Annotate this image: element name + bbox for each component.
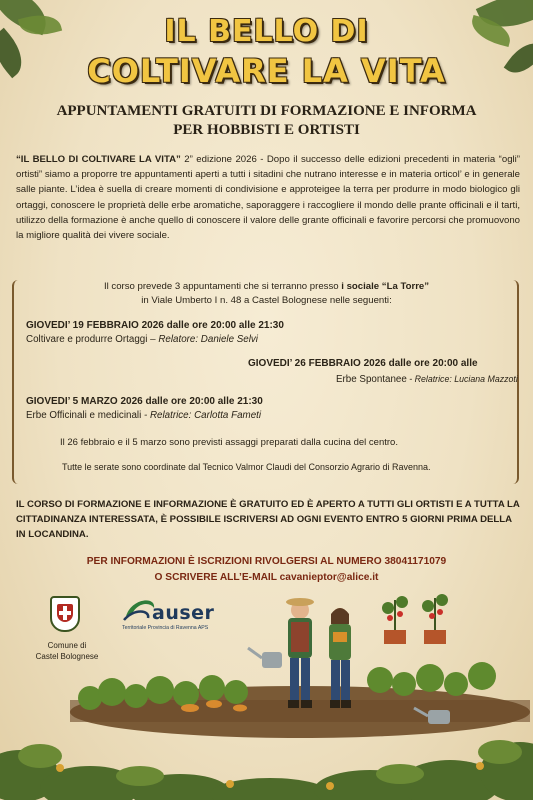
event-1-desc: [26, 334, 258, 345]
auser-logo-text: auser: [152, 602, 215, 624]
event-3-desc: [26, 410, 261, 421]
event-3-speaker: - Relatrice: Carlotta Fameti: [141, 410, 262, 421]
subtitle-line1: APPUNTAMENTI GRATUITI DI FORMAZIONE E INFORMA: [56, 103, 477, 119]
event-3-topic: Erbe Officinali e medicinali: [26, 410, 142, 421]
event-2-date: GIOVEDI’ 26 FEBBRAIO 2026 dalle ore 20:00 alle: [248, 358, 478, 369]
event-1-speaker: – Relatore: Daniele Selvi: [147, 334, 258, 345]
course-line1-text: Il corso prevede 3 appuntamenti che si terranno presso: [103, 281, 342, 292]
event-1-date: GIOVEDI’ 19 FEBBRAIO 2026 dalle ore 20:00 alle 21:30: [26, 320, 284, 331]
comune-line1: Comune di: [47, 641, 87, 650]
contact-phone: PER INFORMAZIONI È ISCRIZIONI RIVOLGERSI AL NUMERO 38041171079: [86, 556, 447, 567]
event-2-desc: [336, 374, 518, 385]
garden-illustration: [0, 580, 533, 800]
intro-body: 2” edizione 2026 - Dopo il successo delle edizioni precedenti in materia “ogli” ortisti” siamo a proporre tre appuntamenti aperti a tutti i sitadini che nutrano interesse e in materia orticol’ e in generale salle piante. L’idea è suella di creare momenti di condivisione e approteigee la terra per produrre in modo biologico gli ortaggi, conoscere le proprietà delle erbe aromatiche, saporaggere i raccogliere il mondo delle prante officinali e il tarti, utilizzo della formazione è anche quello di conoscere il valore delle grante officinali e favorire percorsi che promuovono la migliore qualità dei vivere sociale.: [16, 154, 521, 242]
event-1-topic: Coltivare e produrre Ortaggi: [26, 334, 148, 345]
tasting-note: Il 26 febbraio e il 5 marzo sono previsti assaggi preparati dalla cucina del centro.: [60, 437, 398, 448]
event-3-date: GIOVEDI’ 5 MARZO 2026 dalle ore 20:00 alle 21:30: [26, 396, 263, 407]
course-line1: [20, 280, 513, 294]
course-line2: in Viale Umberto I n. 48 a Castel Bolognese nelle seguenti:: [141, 295, 392, 306]
contact-email: O SCRIVERE ALL’E-MAIL cavanieptor@alice.it: [154, 572, 379, 583]
free-notice: IL CORSO DI FORMAZIONE E INFORMAZIONE È GRATUITO ED È APERTO A TUTTI GLI ORTISTI E A TUTTA LA CITTADINANZA INTERESSATA, È POSSIBILE ISCRIVERSI AD OGNI EVENTO ENTRO 5 GIORNI PRIMA DELLA IN LOCANDINA.: [16, 499, 520, 540]
event-2-speaker: - Relatrice: Luciana Mazzoti: [406, 374, 518, 384]
subtitle-line2: PER HOBBISTI E ORTISTI: [173, 122, 360, 138]
intro-lead: “IL BELLO DI COLTIVARE LA VITA”: [16, 154, 181, 165]
auser-subtitle: Territoriale Provincia di Ravenna APS: [122, 625, 209, 631]
event-2-topic: Erbe Spontanee: [336, 374, 407, 385]
intro-paragraph: [16, 152, 520, 243]
venue-name: i sociale “La Torre”: [341, 281, 430, 292]
coordination-note: Tutte le serate sono coordinate dal Tecnico Valmor Claudi del Consorzio Agrario di Ravenna.: [62, 462, 431, 472]
comune-line2: Castel Bolognese: [35, 652, 99, 661]
poster-title-line2: COLTIVARE LA VITA: [87, 52, 446, 90]
poster-title-line1: IL BELLO DI: [164, 14, 369, 49]
